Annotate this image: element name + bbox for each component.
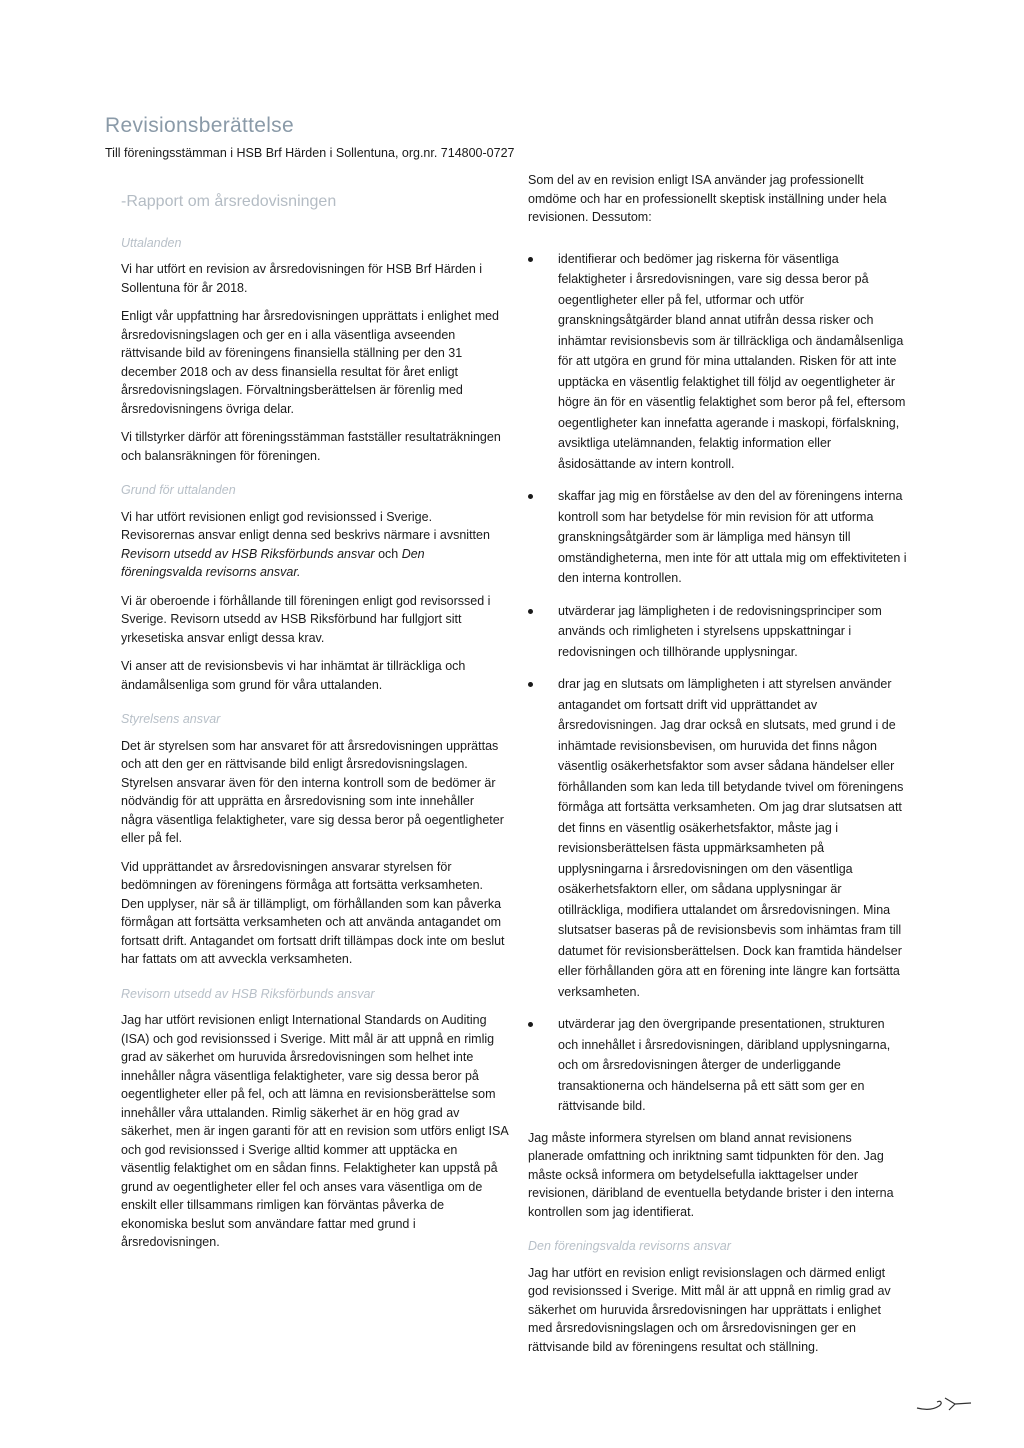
bullet-icon (528, 257, 533, 262)
list-item (528, 486, 908, 589)
list-item-text: skaffar jag mig en förståelse av den del av föreningens interna kontroll som har betydelse för min revision för att utforma granskningsåtgärder som är lämpliga med hänsyn till omständigheterna, men inte för att uttala mig om effektiviteten i den interna kontrollen. (558, 489, 907, 585)
bullet-list (528, 249, 908, 1117)
paragraph (121, 508, 509, 582)
text-span: och (374, 546, 402, 561)
list-item (528, 601, 908, 663)
right-column (528, 171, 908, 1366)
list-item-text: drar jag en slutsats om lämpligheten i att styrelsen använder antagandet om fortsatt drift vid upprättandet av årsredovisningen. Jag drar också en slutsats, med grund i de inhämtade revisionsbevisen, om huruvida det finns någon väsentlig osäkerhetsfaktor som avser sådana händelser eller förhållanden som kan leda till betydande tvivel om föreningens förmåga att fortsätta verksamheten. Om jag drar slutsatsen att det finns en väsentlig osäkerhetsfaktor, måste jag i revisionsberättelsen fästa uppmärksamheten på upplysningarna i årsredovisningen om den väsentliga osäkerhetsfaktorn eller, om sådana upplysningar är otillräckliga, modifiera uttalandet om årsredovisningen. Mina slutsatser baseras på de revisionsbevis som inhämtas fram till datumet för revisionsberättelsen. Dock kan framtida händelser eller förhållanden göra att en förening inte längre kan fortsätta verksamheten. (558, 677, 904, 999)
italic-reference: Revisorn utsedd av HSB Riksförbunds ansvar (121, 546, 375, 561)
page-title: Revisionsberättelse (105, 114, 294, 137)
list-item (528, 1014, 908, 1117)
paragraph: Vi är oberoende i förhållande till föreningen enligt god revisorssed i Sverige. Revisorn utsedd av HSB Riksförbund har fullgjort sitt yrkesetiska ansvar enligt dessa krav. (121, 593, 491, 645)
list-item-text: utvärderar jag lämpligheten i de redovisningsprinciper som används och rimligheten i styrelsens uppskattningar i redovisningen och tillhörande upplysningar. (558, 603, 882, 659)
paragraph: Vi anser att de revisionsbevis vi har inhämtat är tillräckliga och ändamålsenliga som grund för våra uttalanden. (121, 659, 466, 692)
bullet-icon (528, 494, 533, 499)
paragraph: Jag har utfört en revision enligt revisionslagen och därmed enligt god revisionssed i Sverige. Mitt mål är att uppnå en rimlig grad av säkerhet om huruvida årsredovisningen har upprättats i enlighet med årsredovisningslagen och om årsredovisningen ger en rättvisande bild av föreningens resultat och ställning. (528, 1265, 891, 1354)
paragraph: Vi har utfört en revision av årsredovisningen för HSB Brf Härden i Sollentuna för år 2018. (121, 262, 483, 295)
paragraph: Vi tillstyrker därför att föreningsstämman fastställer resultaträkningen och balansräkningen för föreningen. (121, 430, 501, 463)
list-item (528, 674, 908, 1002)
list-item-text: identifierar och bedömer jag riskerna för väsentliga felaktigheter i årsredovisningen, vare sig dessa beror på oegentligheter eller på fel, utformar och utför granskningsåtgärder bland annat utifrån dessa risker och inhämtar revisionsbevis som är tillräckliga och ändamålsenliga för att utgöra en grund för mina uttalanden. Risken för att inte upptäcka en väsentlig felaktighet till följd av oegentligheter är högre än för en väsentlig felaktighet som beror på fel, eftersom oegentligheter kan innefatta agerande i maskopi, förfalskning, avsiktliga utelämnanden, felaktig information eller åsidosättande av intern kontroll. (558, 251, 906, 471)
bullet-icon (528, 1022, 533, 1027)
page-subtitle: Till föreningsstämman i HSB Brf Härden i Sollentuna, org.nr. 714800-0727 (105, 146, 515, 160)
heading-grund: Grund för uttalanden (121, 483, 236, 497)
heading-styrelsens-ansvar: Styrelsens ansvar (121, 712, 221, 726)
list-item-text: utvärderar jag den övergripande presentationen, strukturen och innehållet i årsredovisningen, däribland upplysningarna, och om årsredovisningen återger de underliggande transaktionerna och händelserna på ett sätt som ger en rättvisande bild. (558, 1017, 891, 1113)
paragraph: Som del av en revision enligt ISA använder jag professionellt omdöme och har en professionellt skeptisk inställning under hela revisionen. Dessutom: (528, 173, 887, 224)
heading-revisorn-ansvar: Revisorn utsedd av HSB Riksförbunds ansvar (121, 986, 375, 1001)
heading-foreningsvalda-revisorns-ansvar: Den föreningsvalda revisorns ansvar (528, 1239, 731, 1253)
bullet-icon (528, 609, 533, 614)
bullet-icon (528, 682, 533, 687)
signature-initials-icon (915, 1392, 975, 1414)
paragraph: Jag måste informera styrelsen om bland annat revisionens planerade omfattning och inriktning samt tidpunkten för den. Jag måste också informera om betydelsefulla iakttagelser under revisionen, däribland de eventuella betydande brister i den interna kontrollen som jag identifierat. (528, 1130, 894, 1219)
left-column (121, 193, 509, 1262)
paragraph: Vid upprättandet av årsredovisningen ansvarar styrelsen för bedömningen av föreningens förmåga att fortsätta verksamheten. Den upplyser, när så är tillämpligt, om förhållanden som kan påverka förmågan att fortsätta verksamheten och att använda antagandet om fortsatt drift. Antagandet om fortsatt drift tillämpas dock inte om beslut har fattats om att avveckla verksamheten. (121, 859, 505, 966)
italic-reference: Den föreningsvalda revisorns ansvar. (121, 546, 425, 579)
heading-uttalanden: Uttalanden (121, 235, 182, 250)
list-item (528, 249, 908, 475)
section-title-rapport: -Rapport om årsredovisningen (121, 193, 337, 210)
paragraph: Det är styrelsen som har ansvaret för att årsredovisningen upprättas och att den ger en rättvisande bild enligt årsredovisningslagen. Styrelsen ansvarar även för den interna kontroll som de bedömer är nödvändig för att upprätta en årsredovisning som inte innehåller några väsentliga felaktigheter, vare sig dessa beror på oegentligheter eller på fel. (121, 738, 504, 845)
paragraph: Jag har utfört revisionen enligt International Standards on Auditing (ISA) och god revisionssed i Sverige. Mitt mål är att uppnå en rimlig grad av säkerhet om huruvida årsredovisningen som helhet inte innehåller några väsentliga felaktigheter, vare sig dessa beror på oegentligheter eller på fel, och att lämna en revisionsberättelse som innehåller våra uttalanden. Rimlig säkerhet är en hög grad av säkerhet, men är ingen garanti för att en revision som utförs enligt ISA och god revisionssed i Sverige alltid kommer att upptäcka en väsentlig felaktighet om en sådan finns. Felaktigheter kan uppstå på grund av oegentligheter eller fel och anses vara väsentliga om de enskilt eller tillsammans rimligen kan förväntas påverka de ekonomiska beslut som användare fattar med grund i årsredovisningen. (121, 1013, 509, 1249)
text-span: Vi har utfört revisionen enligt god revisionssed i Sverige. Revisorernas ansvar enligt denna sed beskrivs närmare i avsnitten (121, 509, 490, 542)
paragraph: Enligt vår uppfattning har årsredovisningen upprättats i enlighet med årsredovisningslagen och ger en i alla väsentliga avseenden rättvisande bild av föreningens finansiella ställning per den 31 december 2018 och av dess finansiella resultat för året enligt årsredovisningslagen. Förvaltningsberättelsen är förenlig med årsredovisningens övriga delar. (121, 309, 500, 416)
